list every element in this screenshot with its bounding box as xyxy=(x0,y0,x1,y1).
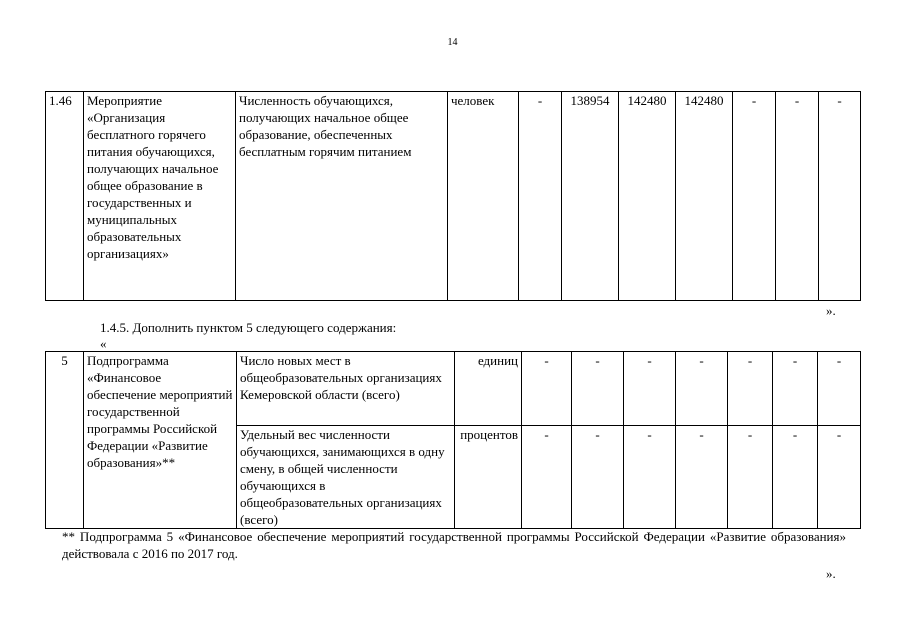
amendment-text: 1.4.5. Дополнить пунктом 5 следующего содержания: xyxy=(100,320,397,335)
value-cell: - xyxy=(572,426,624,529)
value-cell: - xyxy=(522,426,572,529)
value-cell: - xyxy=(572,352,624,426)
indicators-table-2 xyxy=(45,351,861,529)
value-cell: - xyxy=(728,352,773,426)
value-cell: - xyxy=(624,426,676,529)
value-cell: - xyxy=(624,352,676,426)
value-cell: - xyxy=(818,352,861,426)
value-cell: - xyxy=(728,426,773,529)
unit-cell: процентов xyxy=(455,426,522,529)
indicator-name: Удельный вес численности обучающихся, занимающихся в одну смену, в общей численности обучающихся в общеобразовательных организациях (всего) xyxy=(237,426,455,529)
value-cell: - xyxy=(519,92,562,301)
value-cell: - xyxy=(773,426,818,529)
value-cell: - xyxy=(818,426,861,529)
footnote: ** Подпрограмма 5 «Финансовое обеспечение мероприятий государственной программы Российской Федерации «Развитие образования» действовала с 2016 по 2017 год. xyxy=(62,529,846,561)
value-cell: - xyxy=(733,92,776,301)
value-cell: 138954 xyxy=(562,92,619,301)
unit-cell: человек xyxy=(448,92,519,301)
value-cell: - xyxy=(773,352,818,426)
closing-quote: ». xyxy=(826,303,836,318)
row-number: 5 xyxy=(46,352,84,529)
table-row xyxy=(46,92,861,301)
value-cell: - xyxy=(819,92,861,301)
indicators-table-1 xyxy=(45,91,861,301)
indicator-name: Численность обучающихся, получающих начальное общее образование, обеспеченных бесплатным горячим питанием xyxy=(236,92,448,301)
value-cell: - xyxy=(676,352,728,426)
measure-name: Мероприятие «Организация бесплатного горячего питания обучающихся, получающих начальное общее образование в государственных и муниципальных образовательных организациях» xyxy=(84,92,236,301)
indicator-name: Число новых мест в общеобразовательных организациях Кемеровской области (всего) xyxy=(237,352,455,426)
value-cell: - xyxy=(776,92,819,301)
subprogram-name: Подпрограмма «Финансовое обеспечение мероприятий государственной программы Российской Федерации «Развитие образования»** xyxy=(84,352,237,529)
value-cell: - xyxy=(676,426,728,529)
value-cell: 142480 xyxy=(676,92,733,301)
unit-cell: единиц xyxy=(455,352,522,426)
value-cell: 142480 xyxy=(619,92,676,301)
opening-quote: « xyxy=(100,336,107,351)
page-number: 14 xyxy=(447,37,458,48)
closing-quote: ». xyxy=(826,566,836,581)
row-number: 1.46 xyxy=(46,92,84,301)
table-row xyxy=(46,352,861,426)
value-cell: - xyxy=(522,352,572,426)
